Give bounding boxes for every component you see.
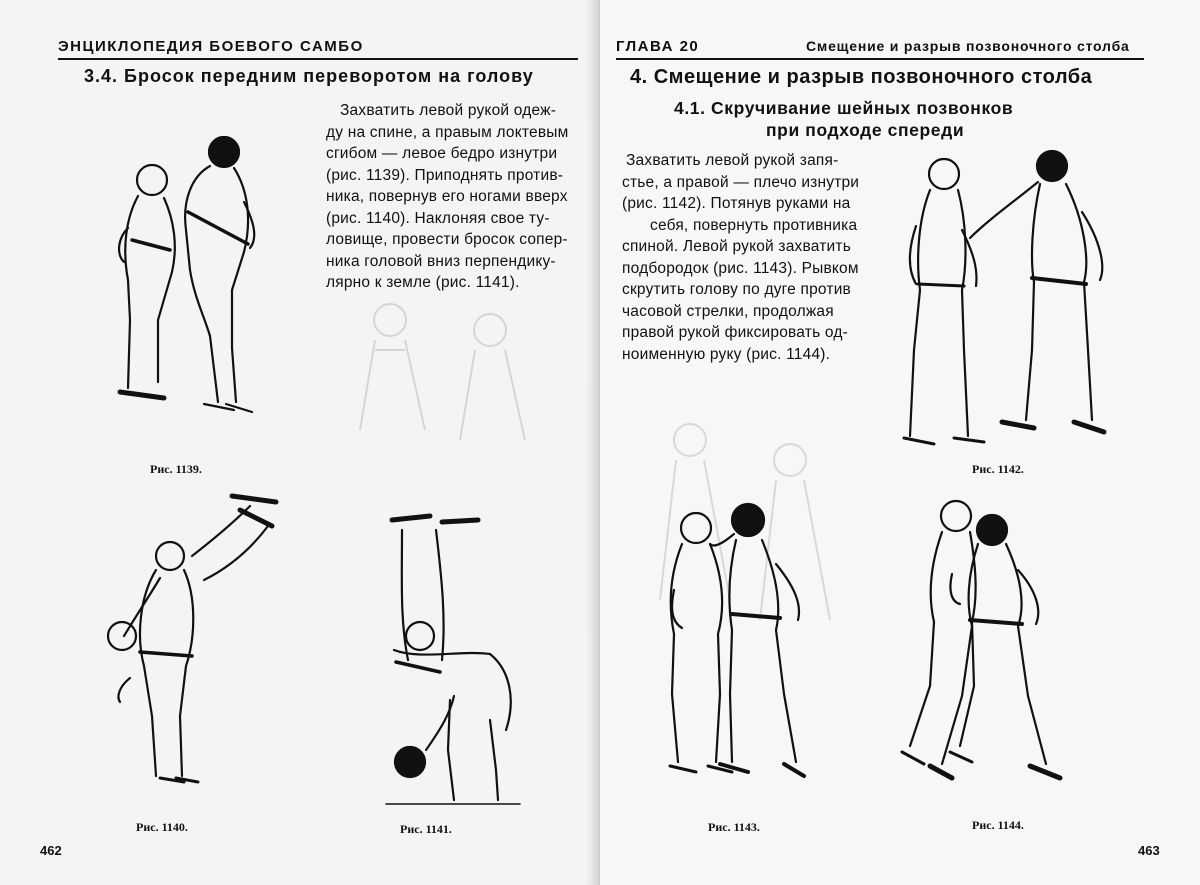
body-text (326, 100, 568, 294)
figure-caption: Рис. 1140. (136, 820, 188, 834)
text-line: часовой стрелки, продолжая (622, 302, 834, 320)
show-through-figure (330, 290, 570, 460)
illustration-throw-grip (108, 120, 278, 420)
running-head: ЭНЦИКЛОПЕДИЯ БОЕВОГО САМБО (58, 38, 364, 55)
text-line: ника, повернув его ногами вверх (326, 188, 568, 205)
body-text (622, 150, 859, 365)
text-line: ника головой вниз перпендику- (326, 252, 556, 270)
illustration-wrist-grip (892, 150, 1132, 450)
text-line: стье, а правой — плечо изнутри (622, 173, 860, 191)
figure-1140 (100, 486, 290, 786)
left-page (0, 0, 596, 885)
text-line: лярно к земле (рис. 1141). (326, 274, 520, 291)
text-line: Захватить левой рукой запя- (626, 152, 839, 169)
illustration-chin-grip (656, 494, 856, 794)
text-line: (рис. 1139). Приподнять против- (326, 166, 564, 184)
illustration-lift (100, 486, 290, 786)
figure-caption: Рис. 1141. (400, 822, 452, 836)
illustration-neck-twist (890, 496, 1080, 796)
text-line: скрутить голову по дуге против (622, 281, 851, 298)
figure-caption: Рис. 1139. (150, 462, 202, 476)
section-subtitle: при подходе спереди (766, 120, 965, 140)
text-line: подбородок (рис. 1143). Рывком (622, 259, 859, 277)
illustration-throw-head-down (380, 500, 530, 810)
text-line: Захватить левой рукой одеж- (340, 102, 557, 119)
figure-caption: Рис. 1142. (972, 462, 1024, 476)
text-line: (рис. 1140). Наклоняя свое ту- (326, 209, 550, 227)
header-rule (58, 58, 578, 60)
page-number: 463 (1138, 843, 1160, 858)
running-head-chapter: ГЛАВА 20 (616, 38, 700, 55)
figure-1139 (108, 120, 278, 420)
page-number: 462 (40, 843, 62, 858)
figure-caption: Рис. 1144. (972, 818, 1024, 832)
text-line: спиной. Левой рукой захватить (622, 238, 851, 255)
figure-1144 (890, 496, 1080, 796)
figure-1142 (892, 150, 1132, 450)
figure-caption: Рис. 1143. (708, 820, 760, 834)
figure-1141 (380, 500, 530, 810)
chapter-title: 4. Смещение и разрыв позвоночного столба (630, 66, 1093, 88)
text-line: ду на спине, а правым локтевым (326, 123, 569, 141)
section-title: 3.4. Бросок передним переворотом на голову (84, 66, 534, 86)
text-line: сгибом — левое бедро изнутри (326, 145, 558, 162)
text-line: ловище, провести бросок сопер- (326, 231, 568, 248)
text-line: себя, повернуть противника (650, 216, 858, 234)
section-title: 4.1. Скручивание шейных позвонков (674, 98, 1014, 118)
text-line: (рис. 1142). Потянув руками на (622, 195, 851, 212)
text-line: ноименную руку (рис. 1144). (622, 345, 831, 363)
header-rule (616, 58, 1144, 60)
right-page (600, 0, 1200, 885)
text-line: правой рукой фиксировать од- (622, 324, 848, 341)
figure-1143 (656, 494, 856, 794)
running-head-title: Смещение и разрыв позвоночного столба (806, 38, 1130, 54)
